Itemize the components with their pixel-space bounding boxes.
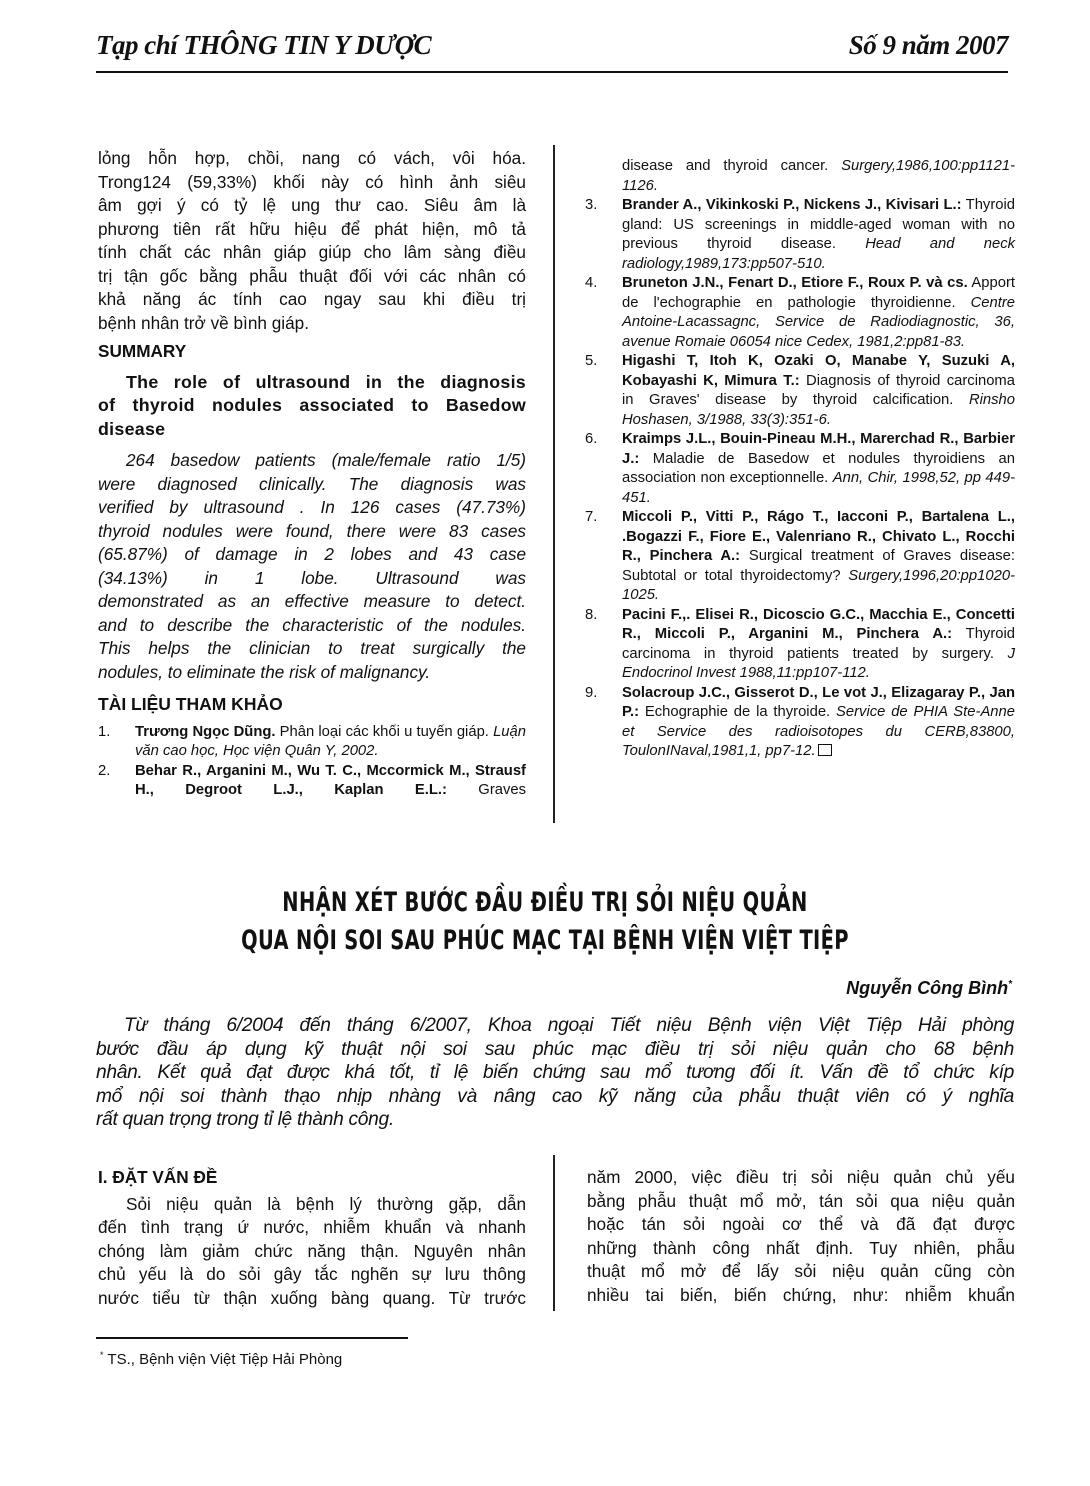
- summary-title: [98, 371, 526, 442]
- issue-label: Số 9 năm 2007: [848, 30, 1008, 60]
- footnote-text: TS., Bệnh viện Việt Tiệp Hải Phòng: [103, 1351, 343, 1368]
- reference-title: Echographie de la thyroide.: [639, 704, 837, 720]
- section-1-column-right: [587, 1166, 1015, 1307]
- reference-authors: Bruneton J.N., Fenart D., Etiore F., Roux P. và cs.: [622, 275, 968, 291]
- text-line: Từ tháng 6/2004 đến tháng 6/2007, Khoa ngoại Tiết niệu Bệnh viện Việt Tiệp Hải phòng: [124, 1015, 1014, 1036]
- reference-title: Thyroid carcinoma in thyroid patients treated by surgery.: [622, 626, 1016, 662]
- text-line: rất quan trọng trong tỉ lệ thành công.: [96, 1109, 394, 1130]
- reference-authors: Miccoli P., Vitti P., Rágo T., Iacconi P., Bartalena L., .Bogazzi F., Fiore E., Valenriano R., Chivato L., Rocchi R., Pinchera A.:: [622, 509, 1015, 564]
- text-line: Trong124 (59,33%) khối này có hình ảnh siêu: [98, 171, 526, 192]
- text-line: thuật mổ mở để lấy sỏi niệu quản cũng còn: [587, 1261, 1015, 1281]
- reference-number: 6.: [585, 431, 598, 447]
- title-line: QUA NỘI SOI SAU PHÚC MẠC TẠI BỆNH VIỆN VIỆT TIỆP: [241, 925, 849, 956]
- reference-authors: Brander A., Vikinkoski P., Nickens J., Kivisari L.:: [622, 197, 962, 213]
- text-line: trị tận gốc bằng phẫu thuật đối với các nhân có: [98, 265, 526, 286]
- reference-number: 8.: [585, 606, 598, 623]
- reference-authors: Trương Ngọc Dũng.: [135, 723, 276, 740]
- section-1-paragraph: [98, 1193, 526, 1311]
- journal-name: Tạp chí THÔNG TIN Y DƯỢC: [96, 30, 432, 60]
- conclusion-paragraph: [98, 147, 526, 335]
- reference-number: 5.: [585, 353, 598, 369]
- text-line: chóng làm giảm chức năng thận. Nguyên nhân: [98, 1240, 526, 1261]
- reference-source: Centre Antoine-Lacassagnc, Service de Radiodiagnostic, 36, avenue Romaie 06054 nice Cedex, 1981,2:pp81-83.: [622, 294, 1015, 350]
- text-line: phương tiên rất hữu hiệu để phát hiện, mô tả: [98, 218, 526, 239]
- reference-list-continued: [585, 157, 1015, 762]
- reference-item: [585, 274, 1015, 352]
- reference-item: [585, 430, 1015, 508]
- reference-authors: Solacroup J.C., Gisserot D., Le vot J., Elizagaray P., Jan P.:: [622, 684, 1015, 720]
- text-line: chủ yếu là do sỏi gây tắc nghẽn sự lưu thông: [98, 1264, 526, 1284]
- reference-item: [98, 723, 526, 762]
- text-line: and to describe the characteristic of the nodules.: [98, 614, 526, 635]
- reference-number: 3.: [585, 197, 598, 213]
- text-line: đến tình trạng ứ nước, nhiễm khuẩn và nhanh: [98, 1217, 526, 1237]
- reference-item: [98, 762, 526, 801]
- title-line: NHẬN XÉT BƯỚC ĐẦU ĐIỀU TRỊ SỎI NIỆU QUẢN: [282, 887, 808, 918]
- reference-number: 9.: [585, 684, 598, 701]
- text-line: tính chất các nhân giáp giúp cho lâm sàng điều: [98, 242, 526, 262]
- reference-source: Ann, Chir, 1998,52, pp 449-451.: [622, 470, 1016, 506]
- text-line: năm 2000, việc điều trị sỏi niệu quản chủ yếu: [587, 1167, 1015, 1187]
- reference-item: [585, 508, 1015, 606]
- summary-heading: SUMMARY: [98, 341, 187, 361]
- reference-number: 7.: [585, 509, 598, 525]
- reference-source: Luận văn cao học, Học viện Quân Y, 2002.: [135, 723, 526, 759]
- end-of-article-icon: [818, 744, 832, 756]
- header-rule: [96, 71, 1008, 73]
- text-line: nhân. Kết quả đạt được khá tốt, tỉ lệ biến chứng sau mổ tương đối ít. Vấn đề tổ chức kíp: [96, 1062, 1014, 1083]
- reference-authors: Higashi T, Itoh K, Ozaki O, Manabe Y, Suzuki A, Kobayashi K, Mimura T.:: [622, 353, 1015, 389]
- author-name: [846, 978, 1012, 999]
- text-line: bằng phẫu thuật mổ mở, tán sỏi qua niệu quản: [587, 1190, 1015, 1211]
- footnote: [100, 1350, 342, 1368]
- text-line: This helps the clinician to treat surgically the: [98, 638, 526, 658]
- text-line: (34.13%) in 1 lobe. Ultrasound was: [98, 567, 526, 588]
- section-1-column-left: [98, 1166, 526, 1310]
- article-title: [153, 884, 938, 960]
- author-text: Nguyễn Công Bình: [846, 978, 1009, 998]
- text-line: mổ nội soi thành thạo nhịp nhàng và nâng cao kỹ năng của phẫu thuật viên có ý nghĩa: [96, 1085, 1014, 1107]
- reference-item: [585, 157, 1015, 196]
- reference-item: [585, 352, 1015, 430]
- reference-number: 1.: [98, 723, 111, 740]
- text-line: bệnh nhân trở về bình giáp.: [98, 312, 309, 333]
- reference-item: [585, 606, 1015, 684]
- text-line: nhiều tai biến, biến chứng, như: nhiễm khuẩn: [587, 1284, 1015, 1305]
- references-heading: TÀI LIỆU THAM KHẢO: [98, 694, 283, 714]
- text-line: demonstrated as an effective measure to detect.: [98, 591, 526, 611]
- text-line: 264 basedow patients (male/female ratio 1/5): [126, 450, 526, 470]
- reference-number: 4.: [585, 275, 598, 291]
- text-line: (65.87%) of damage in 2 lobes and 43 case: [98, 544, 526, 564]
- text-line: verified by ultrasound . In 126 cases (47.73%): [98, 497, 526, 517]
- section-heading: I. ĐẶT VẤN ĐỀ: [98, 1167, 218, 1187]
- reference-source: Surgery,1996,20:pp1020-1025.: [622, 567, 1015, 603]
- reference-title: Surgical treatment of Graves disease: Subtotal or total thyroidectomy?: [622, 548, 1015, 584]
- reference-source: J Endocrinol Invest 1988,11:pp107-112.: [622, 645, 1015, 681]
- reference-item: [585, 196, 1015, 274]
- text-line: of thyroid nodules associated to Basedow: [98, 395, 526, 415]
- text-line: lỏng hỗn hợp, chồi, nang có vách, vôi hóa.: [98, 148, 526, 168]
- previous-article-column-right: [585, 157, 1015, 762]
- text-line: nước tiểu từ thận xuống bàng quang. Từ trước: [98, 1287, 526, 1308]
- reference-source: Head and neck radiology,1989,173:pp507-510.: [622, 236, 1015, 272]
- text-line: những thành công nhất định. Tuy nhiên, phẫu: [587, 1237, 1015, 1258]
- footnote-mark: *: [100, 1350, 104, 1360]
- reference-source: Rinsho Hoshasen, 3/1988, 33(3):351-6.: [622, 392, 1015, 428]
- reference-source: Service de PHIA Ste-Anne et Service des radioisotopes du CERB,83800, ToulonINaval,1981,1, pp7-12.: [622, 704, 1015, 759]
- reference-title: Thyroid gland: US screenings in middle-aged woman with no previous thyroid disease.: [622, 197, 1016, 252]
- article-abstract: [96, 1014, 1014, 1132]
- reference-authors: Behar R., Arganini M., Wu T. C., Mccormick M., Strausf H., Degroot L.J., Kaplan E.L.:: [135, 762, 526, 798]
- text-line: khả năng ác tính cao ngay sau khi điều trị: [98, 289, 526, 309]
- reference-title: Diagnosis of thyroid carcinoma in Graves' disease by thyroid calcification.: [622, 372, 1015, 408]
- text-line: Sỏi niệu quản là bệnh lý thường gặp, dẫn: [126, 1193, 526, 1214]
- reference-title: Graves: [446, 782, 526, 798]
- reference-list: [98, 723, 526, 801]
- text-line: The role of ultrasound in the diagnosis: [126, 371, 526, 392]
- reference-title: disease and thyroid cancer.: [622, 158, 842, 174]
- reference-title: Phân loại các khối u tuyến giáp.: [275, 723, 494, 740]
- text-line: thyroid nodules were found, there were 83 cases: [98, 520, 526, 541]
- text-line: hoặc tán sỏi ngoài cơ thể và đã đạt được: [587, 1214, 1015, 1234]
- text-line: disease: [98, 418, 166, 439]
- text-line: were diagnosed clinically. The diagnosis was: [98, 473, 526, 494]
- author-footnote-mark: *: [1008, 979, 1012, 990]
- footnote-rule: [96, 1337, 408, 1339]
- text-line: bước đầu áp dụng kỹ thuật nội soi sau phúc mạc điều trị sỏi niệu quản cho 68 bệnh: [96, 1038, 1014, 1060]
- column-divider: [553, 1155, 555, 1311]
- reference-authors: Kraimps J.L., Bouin-Pineau M.H., Marerchad R., Barbier J.:: [622, 431, 1015, 467]
- text-line: âm gợi ý có tỷ lệ ung thư cao. Siêu âm là: [98, 195, 526, 215]
- reference-number: 2.: [98, 762, 111, 779]
- summary-abstract: [98, 449, 526, 684]
- reference-title: Maladie de Basedow et nodules thyroidiens an association non exceptionnelle.: [622, 450, 1015, 486]
- reference-title: Apport de l'echographie en pathologie thyroidienne.: [622, 275, 1016, 311]
- reference-authors: Pacini F.,. Elisei R., Dicoscio G.C., Macchia E., Concetti R., Miccoli P., Arganini M., Pinchera A.:: [622, 606, 1015, 642]
- column-divider: [553, 145, 555, 823]
- text-line: nodules, to eliminate the risk of malignancy.: [98, 661, 431, 682]
- reference-source: Surgery,1986,100:pp1121-1126.: [622, 158, 1015, 194]
- previous-article-column-left: [98, 147, 526, 801]
- reference-item: [585, 684, 1015, 762]
